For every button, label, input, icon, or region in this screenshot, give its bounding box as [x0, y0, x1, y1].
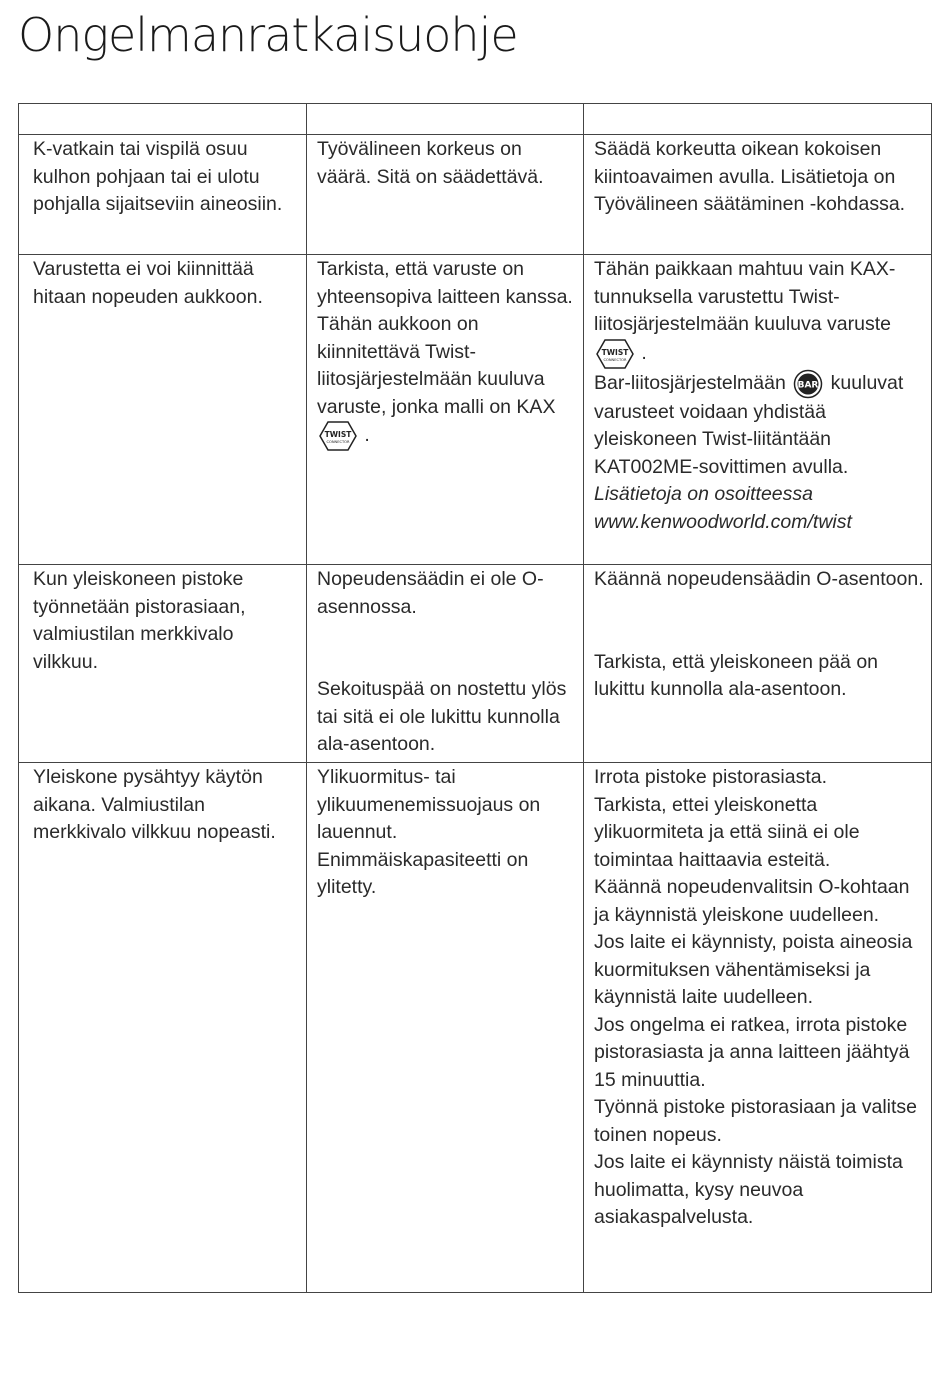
cause-line: Sekoituspää on nostettu ylös tai sitä ei ole lukittu kunnolla ala-asentoon.	[317, 678, 567, 755]
solution-link-note: Lisätietoja on osoitteessa www.kenwoodworld.com/twist	[594, 483, 852, 533]
solution-line: kuuluvat varusteet voidaan yhdistää yleiskoneen Twist-liitäntään KAT002ME-sovittimen avulla.	[594, 371, 904, 478]
cause-end: .	[364, 424, 370, 447]
solution-line: Tarkista, että yleiskoneen pää on lukittu kunnolla ala-asentoon.	[594, 650, 879, 700]
header-cell-solution	[584, 104, 932, 135]
solution-cell	[584, 565, 932, 763]
table-header-row	[19, 104, 932, 135]
page-title: Ongelmanratkaisuohje	[18, 8, 518, 62]
solution-line: Jos laite ei käynnisty, poista aineosia kuormituksen vähentämiseksi ja käynnistä laite uudelleen.	[594, 931, 913, 1008]
solution-line: Käännä nopeudenvalitsin O-kohtaan ja käynnistä yleiskone uudelleen.	[594, 876, 910, 926]
twist-badge-label: TWIST	[601, 347, 629, 357]
problem-cell: Yleiskone pysähtyy käytön aikana. Valmiustilan merkkivalo vilkkuu nopeasti.	[19, 763, 307, 1293]
solution-cell	[584, 763, 932, 1293]
table-row	[19, 255, 932, 565]
solution-line-end: .	[641, 341, 647, 364]
twist-connector-icon	[319, 421, 357, 451]
cause-line: Enimmäiskapasiteetti on ylitetty.	[317, 848, 529, 898]
cause-line: Nopeudensäädin ei ole O-asennossa.	[317, 568, 544, 618]
solution-line: Irrota pistoke pistorasiasta.	[594, 766, 828, 788]
table-row	[19, 135, 932, 255]
cause-cell	[307, 255, 584, 565]
header-cell-problem	[19, 104, 307, 135]
bar-badge-label: BAR	[797, 380, 819, 390]
problem-cell: Varustetta ei voi kiinnittää hitaan nopeuden aukkoon.	[19, 255, 307, 565]
table-row	[19, 763, 932, 1293]
cause-line: Ylikuormitus- tai ylikuumenemissuojaus on lauennut.	[317, 766, 541, 843]
solution-line: Tähän paikkaan mahtuu vain KAX-tunnuksella varustettu Twist-liitosjärjestelmään kuuluva varuste	[594, 258, 896, 335]
cause-text: Tarkista, että varuste on yhteensopiva laitteen kanssa. Tähän aukkoon on kiinnitettävä Twist-liitosjärjestelmään kuuluva varuste, jonka malli on KAX	[317, 258, 573, 418]
bar-connector-icon	[793, 369, 823, 399]
solution-cell: Säädä korkeutta oikean kokoisen kiintoavaimen avulla. Lisätietoja on Työvälineen säätäminen -kohdassa.	[584, 135, 932, 255]
twist-connector-icon	[596, 339, 634, 369]
twist-badge-sublabel: CONNECTOR	[326, 440, 350, 444]
table-row	[19, 565, 932, 763]
solution-cell	[584, 255, 932, 565]
solution-line: Jos laite ei käynnisty näistä toimista huolimatta, kysy neuvoa asiakaspalvelusta.	[594, 1151, 903, 1228]
solution-line: Työnnä pistoke pistorasiaan ja valitse toinen nopeus.	[594, 1096, 918, 1146]
cause-cell	[307, 565, 584, 763]
cause-cell	[307, 763, 584, 1293]
cause-cell: Työvälineen korkeus on väärä. Sitä on säädettävä.	[307, 135, 584, 255]
header-cell-cause	[307, 104, 584, 135]
solution-line: Bar-liitosjärjestelmään	[594, 371, 786, 394]
problem-cell: K-vatkain tai vispilä osuu kulhon pohjaan tai ei ulotu pohjalla sijaitseviin aineosiin.	[19, 135, 307, 255]
problem-cell: Kun yleiskoneen pistoke työnnetään pistorasiaan, valmiustilan merkkivalo vilkkuu.	[19, 565, 307, 763]
solution-line: Käännä nopeudensäädin O-asentoon.	[594, 568, 924, 590]
twist-badge-label: TWIST	[324, 430, 352, 439]
solution-line: Tarkista, ettei yleiskonetta ylikuormiteta ja että siinä ei ole toimintaa haittaavia esteitä.	[594, 793, 860, 871]
twist-badge-sublabel: CONNECTOR	[603, 357, 627, 362]
solution-line: Jos ongelma ei ratkea, irrota pistoke pistorasiasta ja anna laitteen jäähtyä 15 minuuttia.	[594, 1013, 910, 1091]
troubleshooting-table	[18, 103, 932, 1293]
